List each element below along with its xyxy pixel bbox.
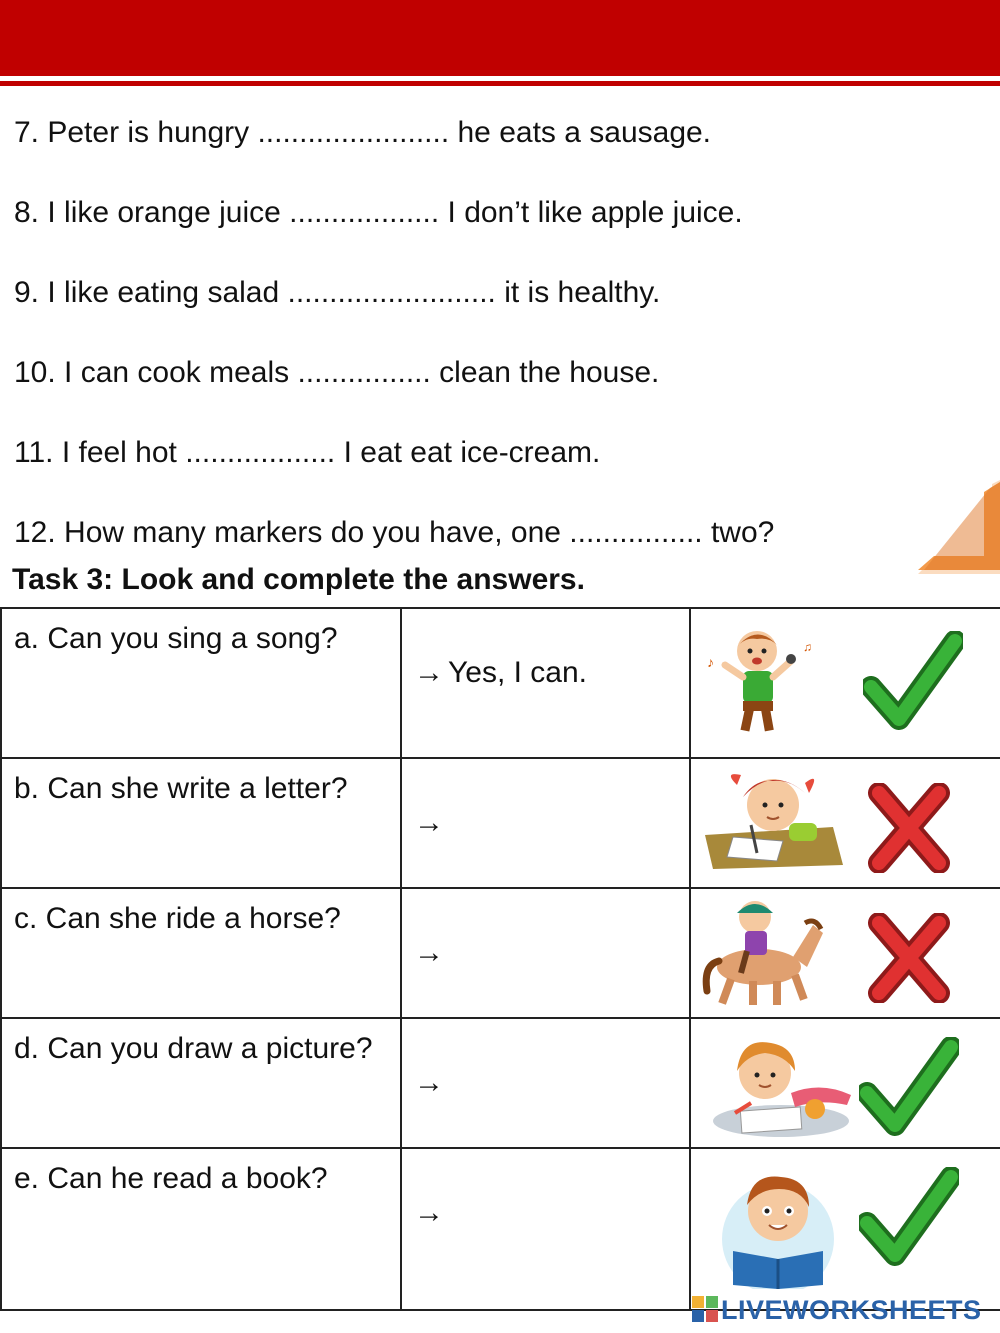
question-a: a. Can you sing a song? xyxy=(1,608,401,758)
picture-cell-b xyxy=(690,758,1000,888)
answer-cell-d xyxy=(401,1018,690,1148)
sentence-9: 9. I like eating salad ......................... it is healthy. xyxy=(14,276,661,309)
boy-singing-icon xyxy=(699,621,819,741)
girl-riding-horse-icon xyxy=(697,895,827,1010)
header-divider-line xyxy=(0,81,1000,86)
cross-mark-icon xyxy=(867,783,951,873)
answer-cell-e xyxy=(401,1148,690,1310)
sentence-8: 8. I like orange juice .................. I don’t like apple juice. xyxy=(14,196,743,229)
arrow-icon: → xyxy=(414,1066,444,1099)
task-3-title: Task 3: Look and complete the answers. xyxy=(12,563,585,596)
answer-cell-a xyxy=(401,608,690,758)
boy-reading-icon xyxy=(715,1159,841,1289)
sentence-10: 10. I can cook meals ................ clean the house. xyxy=(14,356,660,389)
arrow-icon: → xyxy=(414,936,444,969)
picture-cell-d xyxy=(690,1018,1000,1148)
table-row xyxy=(1,758,1000,888)
question-e: e. Can he read a book? xyxy=(1,1148,401,1310)
arrow-icon: → xyxy=(414,656,444,689)
picture-cell-e xyxy=(690,1148,1000,1310)
picture-cell-a xyxy=(690,608,1000,758)
check-mark-icon xyxy=(863,631,963,731)
answers-table xyxy=(0,607,1000,1311)
picture-cell-c xyxy=(690,888,1000,1018)
sentence-7: 7. Peter is hungry ....................... he eats a sausage. xyxy=(14,116,712,149)
decorative-corner-shape xyxy=(912,478,1000,582)
question-d: d. Can you draw a picture? xyxy=(1,1018,401,1148)
check-mark-icon xyxy=(859,1167,959,1267)
question-b: b. Can she write a letter? xyxy=(1,758,401,888)
check-mark-icon xyxy=(859,1037,959,1137)
answer-cell-c xyxy=(401,888,690,1018)
sentence-12: 12. How many markers do you have, one ................ two? xyxy=(14,516,775,549)
table-row xyxy=(1,888,1000,1018)
answer-cell-b xyxy=(401,758,690,888)
sentence-11: 11. I feel hot .................. I eat eat ice-cream. xyxy=(14,436,601,469)
arrow-icon: → xyxy=(414,1196,444,1229)
table-row xyxy=(1,1148,1000,1310)
cross-mark-icon xyxy=(867,913,951,1003)
svg-text:♫: ♫ xyxy=(803,640,812,654)
svg-text:♪: ♪ xyxy=(707,654,714,670)
arrow-icon: → xyxy=(414,806,444,839)
liveworksheets-logo-icon xyxy=(692,1296,718,1322)
table-row xyxy=(1,1018,1000,1148)
watermark-text: LIVEWORKSHEETS xyxy=(721,1295,982,1325)
table-row xyxy=(1,608,1000,758)
girl-writing-icon xyxy=(693,765,843,875)
answer-text-a[interactable]: Yes, I can. xyxy=(448,656,587,689)
question-c: c. Can she ride a horse? xyxy=(1,888,401,1018)
watermark xyxy=(692,1295,982,1325)
header-bar xyxy=(0,0,1000,76)
girl-drawing-icon xyxy=(711,1029,861,1141)
